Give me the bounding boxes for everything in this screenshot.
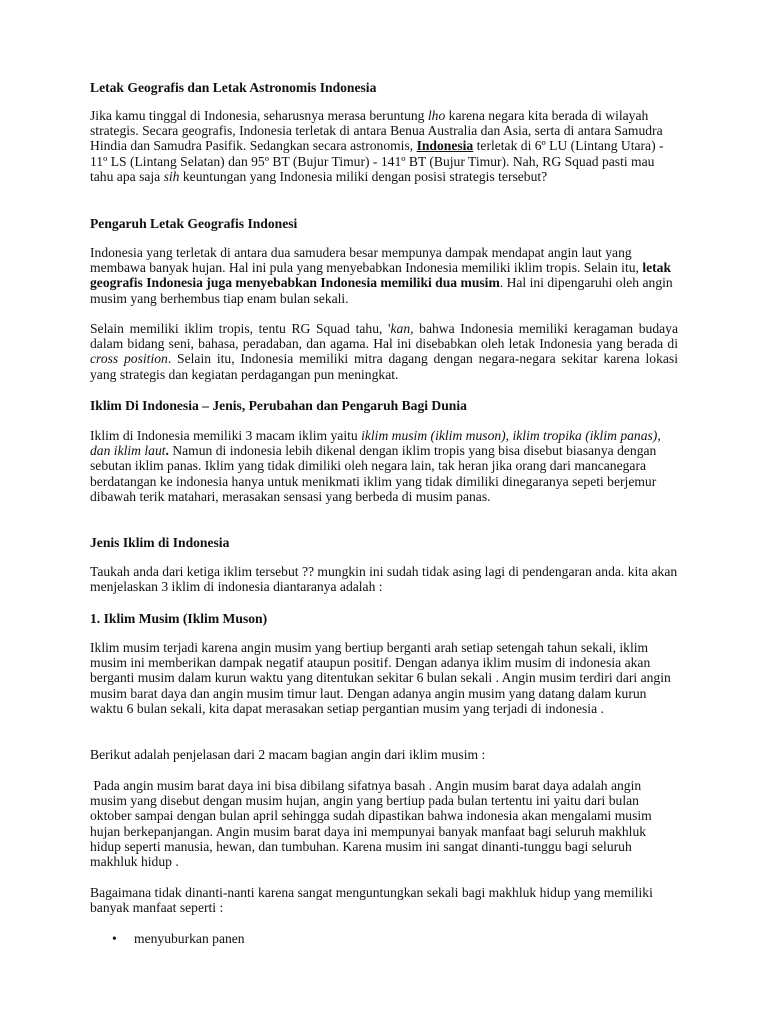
heading-jenis-iklim: Jenis Iklim di Indonesia bbox=[90, 535, 230, 550]
text-run: Jika kamu tinggal di Indonesia, seharusnya merasa beruntung bbox=[90, 108, 428, 123]
paragraph-iklim bbox=[90, 428, 682, 504]
paragraph-intro bbox=[90, 108, 680, 184]
text-run: bahwa Indonesia memiliki keragaman budaya dalam bidang seni, bahasa, peradaban, dan agama. Hal ini disebabkan oleh letak Indonesia yang berada di bbox=[90, 321, 678, 352]
text-run: terletak di 6º LU (Lintang Utara) - 11º LS (Lintang Selatan) dan 95º BT (Bujur Timur) - 141º BT (Bujur Timur). Nah, RG Squad pasti mau tahu apa saja bbox=[90, 138, 664, 184]
text-run: . Selain itu, Indonesia memiliki mitra dagang dengan negara-negara sekitar karena lokasi yang strategis dan kegiatan perdagangan pun meningkat. bbox=[90, 351, 678, 382]
list-item-label: menyuburkan panen bbox=[134, 931, 245, 946]
text-run-bold: letak geografis Indonesia juga menyebabkan Indonesia memiliki dua musim bbox=[90, 260, 672, 291]
heading-letak-geografis: Letak Geografis dan Letak Astronomis Indonesia bbox=[90, 80, 377, 95]
link-indonesia[interactable]: Indonesia bbox=[416, 138, 474, 154]
heading-pengaruh: Pengaruh Letak Geografis Indonesi bbox=[90, 216, 298, 231]
text-run-italic: iklim musim (iklim muson), iklim tropika (iklim panas), dan iklim laut bbox=[90, 428, 661, 459]
bullet-icon: • bbox=[112, 931, 117, 946]
paragraph-jenis: Taukah anda dari ketiga iklim tersebut ?? mungkin ini sudah tidak asing lagi di pendengaran anda. kita akan menjelaskan 3 iklim di indonesia diantaranya adalah : bbox=[90, 564, 678, 595]
paragraph-keragaman bbox=[90, 321, 678, 382]
list-item bbox=[90, 931, 245, 946]
text-run-italic: cross position bbox=[90, 351, 168, 367]
text-run: Iklim di Indonesia memiliki 3 macam iklim yaitu bbox=[90, 428, 362, 443]
text-run: Namun di indonesia lebih dikenal dengan iklim tropis yang bisa disebut biasanya dengan sebutan iklim panas. Iklim yang tidak dimiliki oleh negara lain, tak heran jika orang dari mancanegara berdatangan ke indonesia hanya untuk menikmati iklim yang tidak dimiliki dinegaranya sepeti berjemur dibawah terik matahari, merasakan sensasi yang berbeda di musim panas. bbox=[90, 443, 657, 504]
text-run: keuntungan yang Indonesia miliki dengan posisi strategis tersebut? bbox=[179, 168, 548, 184]
paragraph-penjelasan: Berikut adalah penjelasan dari 2 macam bagian angin dari iklim musim : bbox=[90, 747, 486, 762]
text-run-italic: sih bbox=[163, 168, 180, 184]
paragraph-pengaruh bbox=[90, 245, 682, 306]
text-run: Selain memiliki iklim tropis, tentu RG Squad tahu, ' bbox=[90, 321, 391, 336]
text-run-bold: . bbox=[165, 443, 169, 459]
heading-iklim-indonesia: Iklim Di Indonesia – Jenis, Perubahan dan Pengaruh Bagi Dunia bbox=[90, 398, 467, 413]
text-run: . Hal ini dipengaruhi oleh angin musim yang berhembus tiap enam bulan sekali. bbox=[90, 275, 673, 306]
paragraph-manfaat: Bagaimana tidak dinanti-nanti karena sangat menguntungkan sekali bagi makhluk hidup yang memiliki banyak manfaat seperti : bbox=[90, 885, 653, 916]
text-run-italic: lho bbox=[427, 108, 446, 123]
paragraph-barat-daya: Pada angin musim barat daya ini bisa dibilang sifatnya basah . Angin musim barat daya adalah angin musim yang disebut dengan musim hujan, angin yang bertiup pada bulan tertentu ini yaitu dari bulan oktober sampai dengan bulan april sehingga sudah dipastikan bahwa indonesia akan mengalami musim hujan berkepanjangan. Angin musim barat daya ini mempunyai banyak manfaat bagi seluruh makhluk hidup seperti manusia, hewan, dan tumbuhan. Karena musim ini sangat dinanti-tunggu bagi seluruh makhluk hidup . bbox=[90, 778, 656, 870]
heading-iklim-musim: 1. Iklim Musim (Iklim Muson) bbox=[90, 611, 268, 626]
text-run: karena negara kita berada di wilayah strategis. Secara geografis, Indonesia terletak di antara Benua Australia dan Asia, serta di antara Samudra Hindia dan Samudra Pasifik. Sedangkan secara astronomis, bbox=[90, 108, 663, 154]
text-run: Indonesia yang terletak di antara dua samudera besar mempunya dampak mendapat angin laut yang membawa banyak hujan. Hal ini pula yang menyebabkan Indonesia memiliki iklim tropis. Selain itu, bbox=[90, 245, 643, 276]
paragraph-iklim-musim: Iklim musim terjadi karena angin musim yang bertiup berganti arah setiap setengah tahun sekali, iklim musim ini memberikan dampak negatif ataupun positif. Dengan adanya iklim musim di indonesia akan berganti musim dalam kurun waktu yang ditentukan sekitar 6 bulan sekali . Angin musim terdiri dari angin musim barat daya dan angin musim timur laut. Dengan adanya angin musim yang datang dalam kurun waktu 6 bulan sekali, kita dapat merasakan setiap pergantian musim yang terjadi di indonesia . bbox=[90, 640, 671, 716]
text-run-italic: kan, bbox=[390, 321, 414, 336]
